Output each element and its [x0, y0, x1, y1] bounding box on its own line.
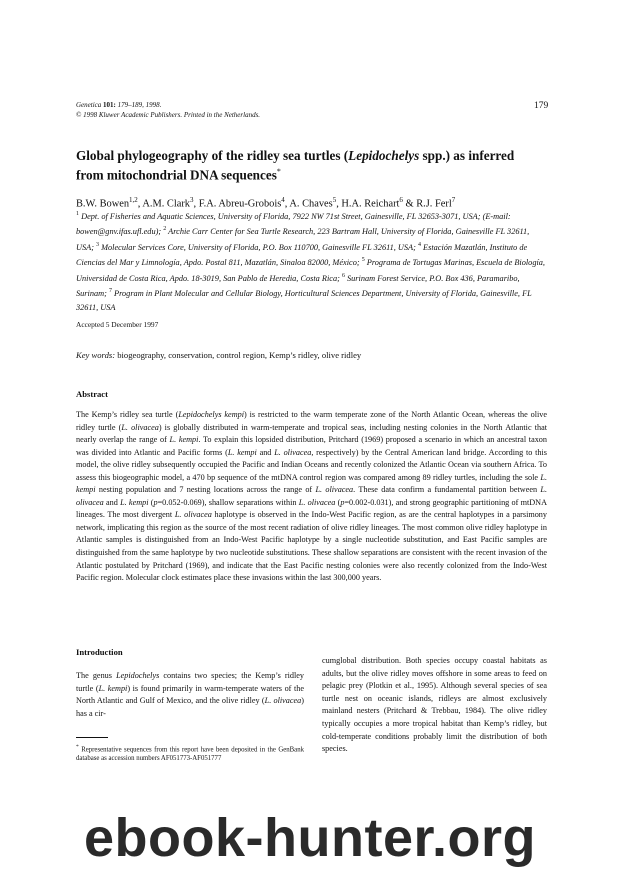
- paper-title: Global phylogeography of the ridley sea turtles (Lepidochelys spp.) as inferred from mitochondrial DNA sequences*: [76, 148, 515, 183]
- footnote-rule: [76, 737, 108, 738]
- abstract-body: The Kemp’s ridley sea turtle (Lepidochelys kempi) is restricted to the warm temperate zone of the North Atlantic Ocean, whereas the olive ridley turtle (L. olivacea) is globally distributed in warm-temperate and tropical seas, including nesting colonies in the North Atlantic that nearly overlap the range of L. kempi. To explain this lopsided distribution, Pritchard (1969) proposed a scenario in which an ancestral taxon was divided into Atlantic and Pacific forms (L. kempi and L. olivacea, respectively) by the Central American land bridge. According to this model, the olive ridley subsequently occupied the Pacific and Indian Oceans and recently colonized the Atlantic Ocean via southern Africa. To assess this biogeographic model, a 470 bp sequence of the mtDNA control region was compared among 89 ridley turtles, including the sole L. kempi nesting population and 7 nesting locations across the range of L. olivacea. These data confirm a fundamental partition between L. olivacea and L. kempi (p=0.052-0.069), shallow separations within L. olivacea (p=0.002-0.031), and strong geographic partitioning of mtDNA lineages. The most divergent L. olivacea haplotype is observed in the Indo-West Pacific region, as are the central haplotypes in a parsimony network, implicating this region as the source of the most recent radiation of olive ridley lineages. The most common olive ridley haplotype in Atlantic samples is distinguished from an Indo-West Pacific haplotype by a single nucleotide substitution, and East Pacific samples are distinguished from the same haplotype by two nucleotide substitutions. These shallow separations are consistent with the recent invasion of the Atlantic postulated by Pritchard (1969), and indicate that the East Pacific nesting colonies were also recently colonized from the Indo-West Pacific region. Molecular clock estimates place these invasions within the last 300,000 years.: [76, 410, 548, 583]
- keywords-text: biogeography, conservation, control region, Kemp’s ridley, olive ridley: [115, 350, 362, 360]
- introduction-left-column: The genus Lepidochelys contains two species; the Kemp’s ridley turtle (L. kempi) is found primarily in warm-temperate waters of the North Atlantic and Gulf of Mexico, and the olive ridley (L. olivacea) has a cir-: [76, 671, 304, 718]
- affiliations: $^1$ Dept. of Fisheries and Aquatic Sciences, University of Florida, 7922 NW 71st Street, Gainesville, FL 32653-3071, USA; (E-mail: bowen@gnv.ifas.ufl.edu); $^2$ Archie Carr Center for Sea Turtle Research, 223 Bartram Hall, University of Florida, Gainesville FL 32611, USA; $^3$ Molecular Services Core, University of Florida, P.O. Box 110700, Gainesville FL 32611, USA; $^4$ Estación Mazatlán, Instituto de Ciencias del Mar y Limnología, Apdo. Postal 811, Mazatlán, Sinaloa 82000, México; $^5$ Programa de Tortugas Marinas, Escuela de Biología, Universidad de Costa Rica, Apdo. 18-3019, San Pablo de Heredia, Costa Rica; $^6$ Surinam Forest Service, P.O. Box 436, Paramaribo, Surinam; $^7$ Program in Plant Molecular and Cellular Biology, Horticultural Sciences Department, University of Florida, Gainesville, FL 32611, USA: [76, 211, 545, 312]
- keywords-label: Key words:: [76, 350, 116, 360]
- journal-pages: 179–189, 1998.: [115, 101, 162, 109]
- journal-volume: 101:: [103, 101, 116, 109]
- keywords: [76, 350, 361, 360]
- introduction-right-column: cumglobal distribution. Both species occupy coastal habitats as adults, but the olive ridley moves offshore in some areas to feed on pelagic prey (Plotkin et al., 1995). Although several species of sea turtle nest on oceanic islands, ridleys are almost exclusively mainland nesters (Pritchard & Trebbau, 1984). The olive ridley typically occupies a more tropical habitat than Kemp’s ridley, but cold-temperate conditions probably limit the distribution of both species.: [322, 656, 547, 754]
- title-footnote-marker: *: [276, 167, 281, 176]
- author-list: B.W. Bowen$^{1,2}$, A.M. Clark$^3$, F.A. Abreu-Grobois$^4$, A. Chaves$^5$, H.A. Reichart$^6$ & R.J. Ferl$^7$: [76, 196, 456, 210]
- footnote-text: Representative sequences from this report have been deposited in the GenBank database as accession numbers AF051773-AF051777: [76, 746, 304, 763]
- journal-name: Genetica: [76, 101, 102, 109]
- footnote: [76, 743, 304, 763]
- journal-citation: [76, 100, 260, 120]
- copyright-line: © 1998 Kluwer Academic Publishers. Printed in the Netherlands.: [76, 111, 261, 119]
- page-number: 179: [534, 101, 549, 111]
- journal-volume-line: [76, 100, 260, 110]
- introduction-heading: Introduction: [76, 647, 123, 657]
- accepted-date: Accepted 5 December 1997: [76, 320, 159, 329]
- abstract-heading: Abstract: [76, 389, 108, 399]
- footnote-marker: *: [76, 744, 79, 750]
- watermark: ebook-hunter.org: [84, 808, 536, 868]
